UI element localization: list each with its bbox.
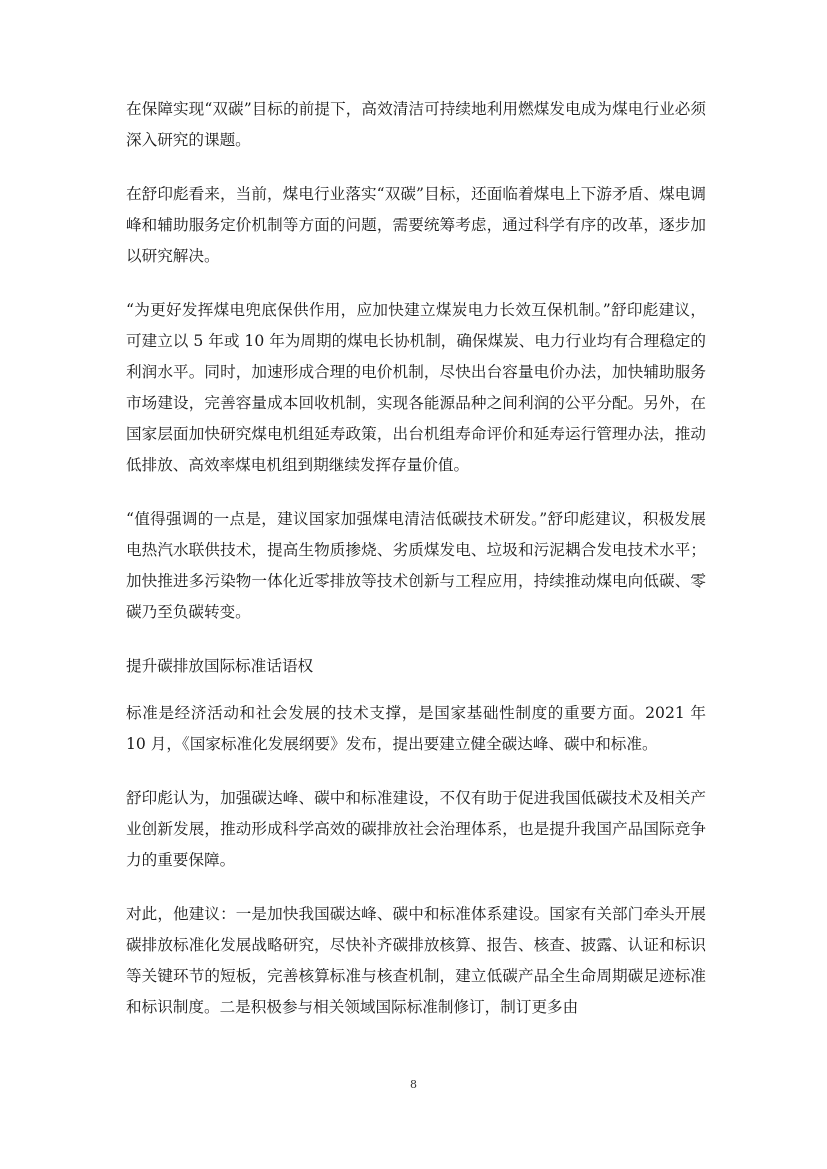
paragraph-7: 对此，他建议：一是加快我国碳达峰、碳中和标准体系建设。国家有关部门牵头开展碳排放标准化发展战略研究，尽快补齐碳排放核算、报告、核查、披露、认证和标识等关键环节的短板，完善核算标准与核查机制，建立低碳产品全生命周期碳足迹标准和标识制度。二是积极参与相关领域国际标准制修订，制订更多由 bbox=[126, 905, 706, 1016]
paragraph-2: 在舒印彪看来，当前，煤电行业落实“双碳”目标，还面临着煤电上下游矛盾、煤电调峰和辅助服务定价机制等方面的问题，需要统筹考虑，通过科学有序的改革，逐步加以研究解决。 bbox=[126, 185, 706, 265]
paragraph-6: 舒印彪认为，加强碳达峰、碳中和标准建设，不仅有助于促进我国低碳技术及相关产业创新发展，推动形成科学高效的碳排放社会治理体系，也是提升我国产品国际竞争力的重要保障。 bbox=[126, 789, 706, 869]
paragraph-4: “值得强调的一点是，建议国家加强煤电清洁低碳技术研发。”舒印彪建议，积极发展电热汽水联供技术，提高生物质掺烧、劣质煤发电、垃圾和污泥耦合发电技术水平；加快推进多污染物一体化近零排放等技术创新与工程应用，持续推动煤电向低碳、零碳乃至负碳转变。 bbox=[126, 510, 706, 621]
paragraph-5: 标准是经济活动和社会发展的技术支撑，是国家基础性制度的重要方面。2021 年 10 月，《国家标准化发展纲要》发布，提出要建立健全碳达峰、碳中和标准。 bbox=[126, 704, 706, 753]
document-body bbox=[126, 94, 706, 1046]
section-heading: 提升碳排放国际标准话语权 bbox=[126, 657, 314, 675]
paragraph-1: 在保障实现“双碳”目标的前提下，高效清洁可持续地利用燃煤发电成为煤电行业必须深入研究的课题。 bbox=[126, 100, 706, 149]
page-number: 8 bbox=[410, 1078, 417, 1091]
paragraph-3: “为更好发挥煤电兜底保供作用，应加快建立煤炭电力长效互保机制。”舒印彪建议，可建立以 5 年或 10 年为周期的煤电长协机制，确保煤炭、电力行业均有合理稳定的利润水平。同时，加速形成合理的电价机制，尽快出台容量电价办法，加快辅助服务市场建设，完善容量成本回收机制，实现各能源品种之间利润的公平分配。另外，在国家层面加快研究煤电机组延寿政策，出台机组寿命评价和延寿运行管理办法，推动低排放、高效率煤电机组到期继续发挥存量价值。 bbox=[126, 301, 706, 474]
